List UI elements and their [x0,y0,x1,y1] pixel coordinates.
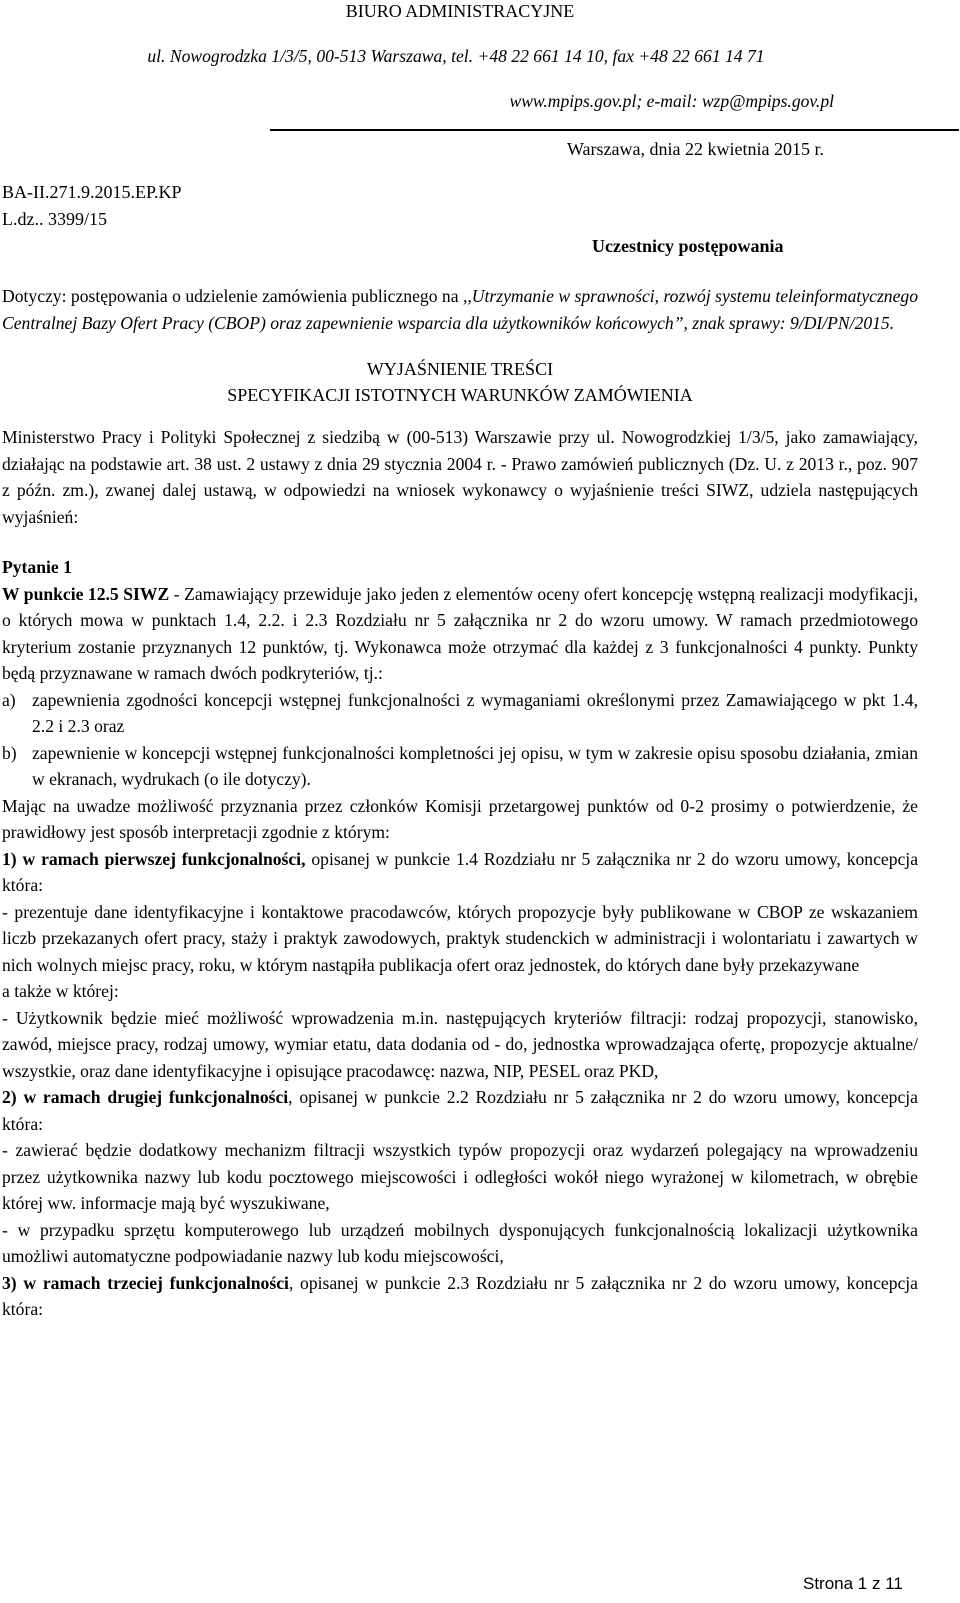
document-title-line-1: WYJAŚNIENIE TREŚCI [366,359,554,379]
list-item [2,740,918,793]
functionality-1-text: opisanej w punkcie 1.4 Rozdziału nr 5 załącznika nr 2 do wzoru umowy, koncepcja która: [2,848,919,895]
spacer [2,530,918,554]
list-item-text: zapewnienia zgodności koncepcji wstępnej funkcjonalności z wymaganiami określonymi przez Zamawiającego w pkt 1.4, 2.2 i 2.3 oraz [32,689,918,736]
question-heading: Pytanie 1 [2,557,72,577]
office-name: BIURO ADMINISTRACYJNE [345,1,575,21]
functionality-1-heading: 1) w ramach pierwszej funkcjonalności, [2,848,306,869]
list-item-text: zapewnienie w koncepcji wstępnej funkcjonalności kompletności jej opisu, w tym w zakresie opisu sposobu działania, zmian w ekranach, wydrukach (o ile dotyczy). [32,742,918,789]
list-item [2,687,918,740]
functionality-1-point: - prezentuje dane identyfikacyjne i kontaktowe pracodawców, których propozycje były publikowane w CBOP ze wskazaniem liczb przekazanych ofert pracy, staży i praktyk zawodowych, praktyk studenckich w administracji i wolontariatu i zawartych w nich wolnych miejsc pracy, roku, w którym nastąpiła publikacja ofert oraz jednostek, do których dane były przekazywane [2,901,918,975]
office-address: ul. Nowogrodzka 1/3/5, 00-513 Warszawa, tel. +48 22 661 14 10, fax +48 22 661 14 71 [147,46,765,66]
list-item-label: a) [2,689,16,710]
recipients: Uczestnicy postępowania [592,236,784,256]
functionality-1-point: - Użytkownik będzie mieć możliwość wprowadzenia m.in. następujących kryteriów filtracji: rodzaj propozycji, stanowisko, zawód, miejsce pracy, rodzaj umowy, wymiar etatu, data dodania od - do, jednostka wprowadzająca ofertę, propozycje aktualne/ wszystkie, oraz dane identyfikacyjne i opisujące pracodawcę: nazwa, NIP, PESEL oraz PKD, [2,1007,918,1081]
intro-paragraph: Ministerstwo Pracy i Polityki Społecznej z siedzibą w (00-513) Warszawie przy ul. Nowogrodzkiej 1/3/5, jako zamawiający, działając na podstawie art. 38 ust. 2 ustawy z dnia 29 stycznia 2004 r. - Prawo zamówień publicznych (Dz. U. z 2013 r., poz. 907 z późn. zm.), zwanej dalej ustawą, w odpowiedzi na wniosek wykonawcy o wyjaśnienie treści SIWZ, udziela następujących wyjaśnień: [2,427,918,527]
functionality-3-heading: 3) w ramach trzeciej funkcjonalności [2,1272,289,1293]
functionality-2-point: - zawierać będzie dodatkowy mechanizm filtracji wszystkich typów propozycji oraz wydarzeń polegający na wprowadzeniu przez użytkownika nazwy lub kodu pocztowego miejscowości i odległości wokół niego wyrażonej w kilometrach, w obrębie której ww. informacje mają być wyszukiwane, [2,1140,918,1213]
functionality-1-connector: a także w której: [2,981,119,1001]
registry-number: L.dz.. 3399/15 [2,209,107,229]
functionality-2-text: , opisanej w punkcie 2.2 Rozdziału nr 5 załącznika nr 2 do wzoru umowy, koncepcja która: [2,1087,918,1134]
functionality-2-point: - w przypadku sprzętu komputerowego lub urządzeń mobilnych dysponujących funkcjonalnością lokalizacji użytkownika umożliwi automatyczne podpowiadanie nazwy lub kodu miejscowości, [2,1219,918,1266]
document-date: Warszawa, dnia 22 kwietnia 2015 r. [567,139,824,159]
request-paragraph: Mając na uwadze możliwość przyznania przez członków Komisji przetargowej punktów od 0-2 prosimy o potwierdzenie, że prawidłowy jest sposób interpretacji zgodnie z którym: [2,795,918,842]
functionality-2-heading: 2) w ramach drugiej funkcjonalności [2,1087,289,1107]
document-body [2,283,918,1323]
document-title-line-2: SPECYFIKACJI ISTOTNYCH WARUNKÓW ZAMÓWIENIA [227,385,693,405]
functionality-3-text: , opisanej w punkcie 2.3 Rozdziału nr 5 załącznika nr 2 do wzoru umowy, koncepcja która: [2,1272,918,1319]
list-item-label: b) [2,742,17,763]
question-lead [2,581,918,687]
question-lead-bold: W punkcie 12.5 SIWZ [2,583,170,604]
page-number: Strona 1 z 11 [803,1574,903,1593]
office-web-email: www.mpips.gov.pl; e-mail: wzp@mpips.gov.pl [509,91,834,111]
subject-title: ,,Utrzymanie w sprawności, rozwój systemu teleinformatycznego Centralnej Bazy Ofert Pracy (CBOP) oraz zapewnienie wsparcia dla użytkowników końcowych”, znak sprawy: 9/DI/PN/2015. [2,286,918,333]
header-rule [270,129,959,131]
spacer [2,408,918,424]
functionality-3 [2,1270,918,1323]
case-reference: BA-II.271.9.2015.EP.KP [2,182,182,202]
document-title [2,356,918,408]
subject [2,283,918,336]
functionality-1 [2,846,918,899]
question-lead-text: - Zamawiający przewiduje jako jeden z elementów oceny ofert koncepcję wstępną realizacji modyfikacji, o których mowa w punktach 1.4, 2.2. i 2.3 Rozdziału nr 5 załącznika nr 2 do wzoru umowy. W ramach przedmiotowego kryterium zostanie przyznanych 12 punktów, tj. Wykonawca może otrzymać dla każdej z 3 funkcjonalności 4 punkty. Punkty będą przyznawane w ramach dwóch podkryteriów, tj.: [2,583,918,683]
subject-prefix: Dotyczy: postępowania o udzielenie zamówienia publicznego na [2,286,463,306]
functionality-2 [2,1084,918,1137]
